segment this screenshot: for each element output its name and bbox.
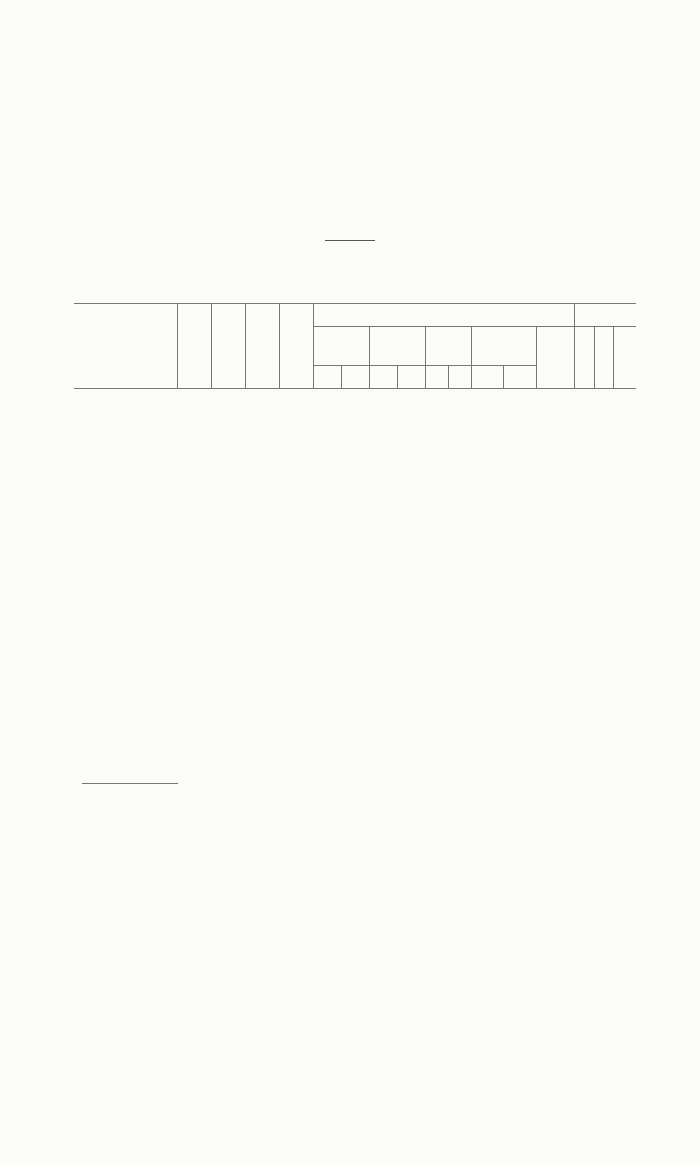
col-header-form2 <box>370 327 426 366</box>
col-header-f <box>594 327 613 389</box>
col-header-total <box>537 327 575 389</box>
col-header-girls <box>504 366 537 389</box>
title-divider <box>325 240 375 241</box>
col-header-rolls-1939 <box>178 304 212 389</box>
col-header-boys <box>370 366 398 389</box>
col-header-roll-december <box>245 304 279 389</box>
col-header-school <box>74 304 178 389</box>
col-header-blank <box>82 783 178 784</box>
col-header-attendance <box>279 304 313 389</box>
col-header-all-forms <box>471 327 536 366</box>
table-b2 <box>82 783 634 784</box>
col-header-teachers <box>575 304 636 327</box>
col-header-form3 <box>426 327 471 366</box>
col-header-boys <box>426 366 449 389</box>
col-header-teachers-total <box>613 327 636 389</box>
col-header-m <box>575 327 594 389</box>
col-header-classification <box>313 304 575 327</box>
col-header-boys <box>471 366 504 389</box>
col-header-girls <box>449 366 472 389</box>
col-header-form1 <box>313 327 369 366</box>
col-header-admitted <box>212 304 246 389</box>
col-header-girls <box>398 366 426 389</box>
col-header-girls <box>341 366 369 389</box>
table-b1 <box>74 303 636 389</box>
col-header-boys <box>313 366 341 389</box>
